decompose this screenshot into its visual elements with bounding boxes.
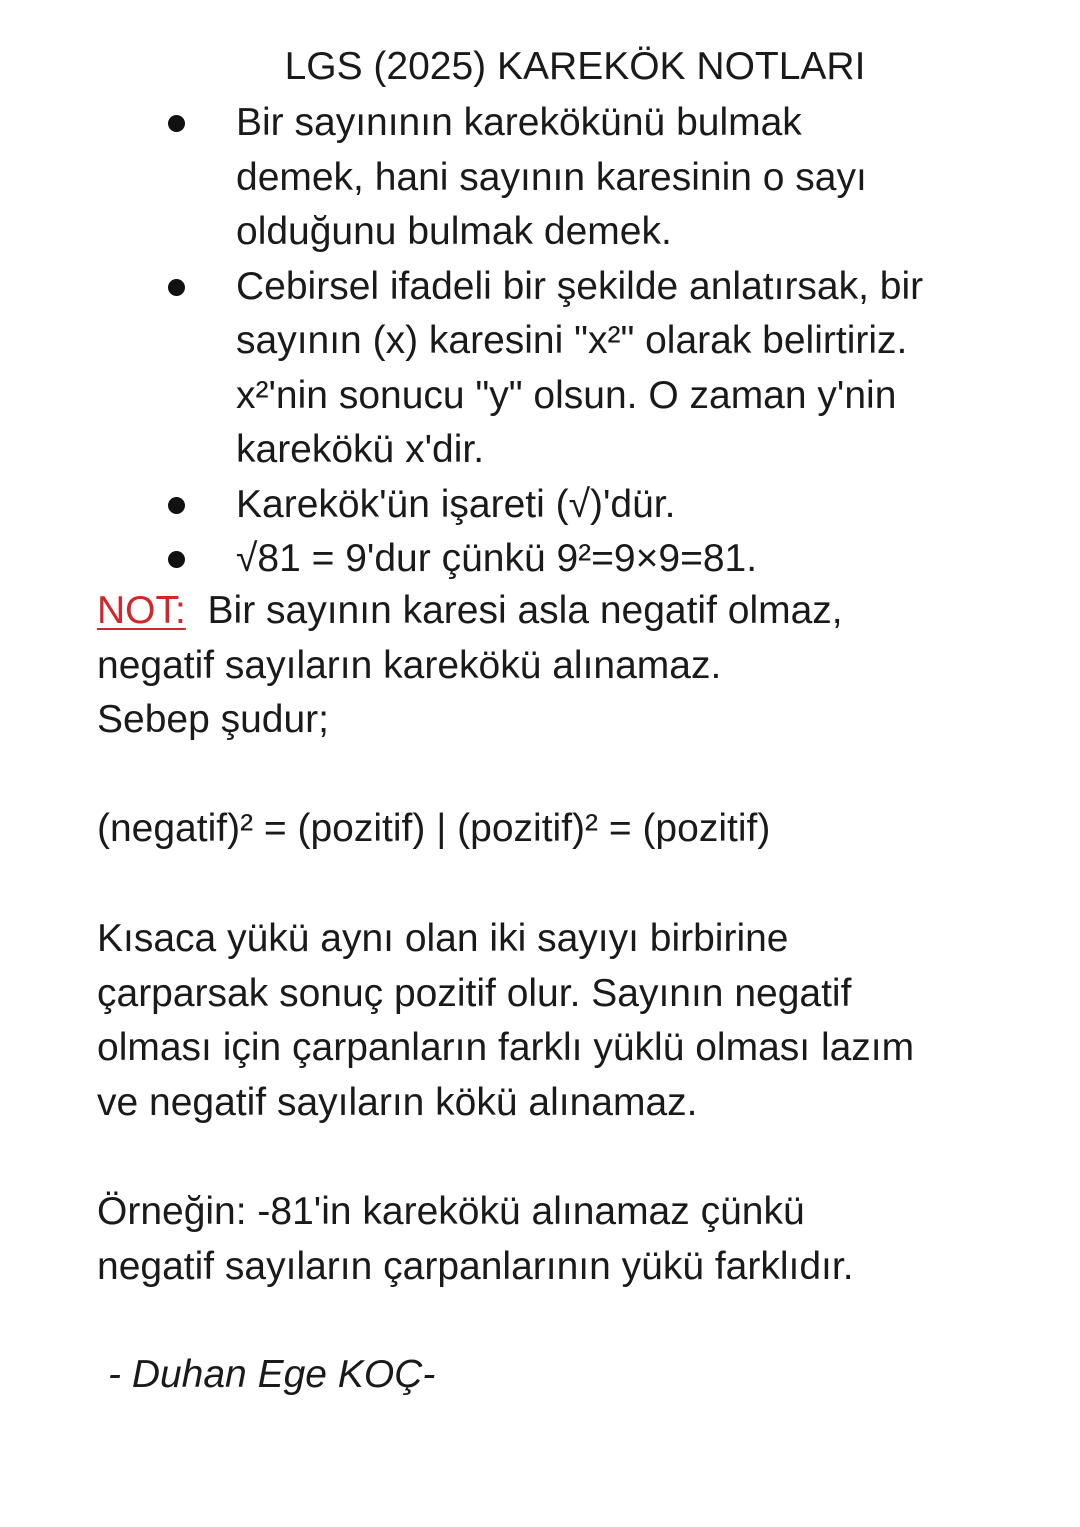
- note-first-line: [97, 584, 843, 639]
- bullet-text-line: Bir sayınının karekökünü bulmak: [236, 101, 802, 144]
- bullet-text-line: karekökü x'dir.: [236, 428, 485, 471]
- example-paragraph: [97, 1185, 854, 1294]
- note-first-line-text: Bir sayının karesi asla negatif olmaz,: [207, 589, 843, 632]
- bullet-text-line: √81 = 9'dur çünkü 9²=9×9=81.: [236, 537, 758, 580]
- bullet-text-line: Karekök'ün işareti (√)'dür.: [236, 482, 676, 526]
- bullet-text-line: Cebirsel ifadeli bir şekilde anlatırsak, bir: [236, 264, 924, 308]
- bullet-item: [0, 478, 981, 533]
- note-text-line: negatif sayıların karekökü alınamaz.: [97, 643, 722, 687]
- bullet-item: [0, 260, 981, 478]
- bullet-text-line: olduğunu bulmak demek.: [236, 210, 672, 253]
- note-paragraph: [97, 584, 843, 748]
- explanation-line: çarparsak sonuç pozitif olur. Sayının negatif: [97, 971, 852, 1015]
- explanation-line: Kısaca yükü aynı olan iki sayıyı birbirine: [97, 917, 789, 960]
- page-title: LGS (2025) KAREKÖK NOTLARI: [284, 45, 866, 88]
- explanation-paragraph: [97, 912, 914, 1130]
- formula-text: (negatif)² = (pozitif) | (pozitif)² = (pozitif): [97, 807, 771, 850]
- bullet-item: [0, 96, 981, 260]
- example-line: Örneğin: -81'in karekökü alınamaz çünkü: [97, 1190, 805, 1233]
- note-label: NOT:: [97, 589, 186, 632]
- bullet-text-line: x²'nin sonucu "y" olsun. O zaman y'nin: [236, 373, 897, 417]
- author-signature: - Duhan Ege KOÇ-: [108, 1353, 436, 1396]
- example-line: negatif sayıların çarpanlarının yükü farklıdır.: [97, 1244, 854, 1288]
- explanation-line: olması için çarpanların farklı yüklü olması lazım: [97, 1026, 915, 1069]
- formula-line: [97, 802, 770, 857]
- bullet-text-line: demek, hani sayının karesinin o sayı: [236, 155, 867, 199]
- bullet-dot-icon: [168, 279, 185, 296]
- bullet-dot-icon: [168, 497, 185, 514]
- bullet-dot-icon: [168, 551, 185, 568]
- bullet-dot-icon: [168, 115, 185, 132]
- bullet-text-line: sayının (x) karesini "x²" olarak belirtiriz.: [236, 319, 908, 362]
- bullet-item: [0, 532, 981, 587]
- note-text-line: Sebep şudur;: [97, 698, 330, 741]
- bullet-list: [0, 96, 981, 587]
- explanation-line: ve negatif sayıların kökü alınamaz.: [97, 1080, 698, 1124]
